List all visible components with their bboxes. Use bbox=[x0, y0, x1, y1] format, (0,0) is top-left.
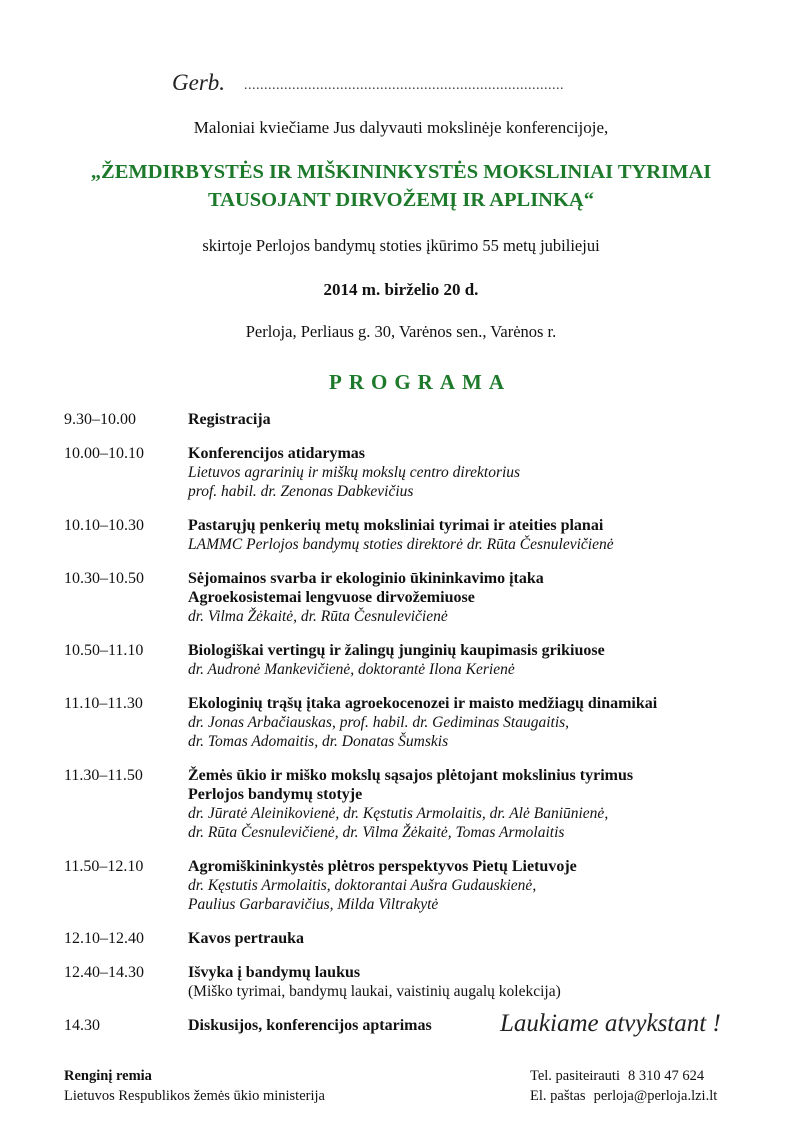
program-title: Perlojos bandymų stotyje bbox=[188, 786, 363, 803]
support-label: Renginį remia bbox=[64, 1068, 152, 1084]
program-time: 10.00–10.10 bbox=[64, 445, 144, 462]
program-speakers: LAMMC Perlojos bandymų stoties direktorė dr. Rūta Česnulevičienė bbox=[188, 536, 614, 553]
program-item bbox=[64, 857, 764, 914]
program-title: Registracija bbox=[188, 411, 271, 428]
program-speakers: dr. Audronė Mankevičienė, doktorantė Ilona Kerienė bbox=[188, 661, 515, 678]
program-item bbox=[64, 766, 764, 842]
sponsor-name: Lietuvos Respublikos žemės ūkio ministerija bbox=[64, 1088, 325, 1104]
program-item bbox=[64, 694, 764, 751]
program-title: Kavos pertrauka bbox=[188, 930, 304, 947]
program-speakers: dr. Kęstutis Armolaitis, doktorantai Aušra Gudauskienė, bbox=[188, 877, 537, 894]
phone-row bbox=[530, 1066, 790, 1086]
phone-number: 8 310 47 624 bbox=[627, 1068, 705, 1084]
salutation-label: Gerb. bbox=[172, 70, 226, 95]
program-time: 12.10–12.40 bbox=[64, 930, 144, 947]
program-item bbox=[64, 444, 764, 501]
program-title: Diskusijos, konferencijos aptarimas bbox=[188, 1017, 432, 1034]
program-title: Agromiškininkystės plėtros perspektyvos Pietų Lietuvoje bbox=[188, 858, 577, 875]
program-content bbox=[188, 929, 764, 948]
program-content bbox=[188, 766, 764, 842]
salutation-dotted-line: ................................................................................ bbox=[244, 78, 564, 93]
program-title: Žemės ūkio ir miško mokslų sąsajos plėtojant mokslinius tyrimus bbox=[188, 767, 634, 784]
program-heading: PROGRAMA bbox=[329, 370, 511, 394]
program-time: 11.50–12.10 bbox=[64, 858, 144, 875]
program-content bbox=[188, 410, 764, 429]
program-time: 11.30–11.50 bbox=[64, 767, 143, 784]
program-speakers: Lietuvos agrarinių ir miškų mokslų centro direktorius bbox=[188, 464, 521, 481]
program-title: Sėjomainos svarba ir ekologinio ūkininkavimo įtaka bbox=[188, 570, 544, 587]
program-list bbox=[64, 410, 764, 1050]
program-title: Biologiškai vertingų ir žalingų junginių kaupimasis grikiuose bbox=[188, 642, 605, 659]
program-time: 9.30–10.00 bbox=[64, 411, 136, 428]
program-speakers: dr. Jonas Arbačiauskas, prof. habil. dr. Gediminas Staugaitis, bbox=[188, 714, 570, 731]
program-time: 10.10–10.30 bbox=[64, 517, 144, 534]
invitation-text: Maloniai kviečiame Jus dalyvauti mokslinėje konferencijoje, bbox=[193, 118, 609, 137]
program-time: 10.30–10.50 bbox=[64, 570, 144, 587]
event-date: 2014 m. birželio 20 d. bbox=[323, 280, 479, 299]
program-item bbox=[64, 516, 764, 554]
program-content bbox=[188, 694, 764, 751]
closing-text: Laukiame atvykstant ! bbox=[500, 1010, 721, 1037]
program-content bbox=[188, 963, 764, 1001]
program-content bbox=[188, 516, 764, 554]
phone-label: Tel. pasiteirauti bbox=[530, 1068, 620, 1084]
program-content bbox=[188, 569, 764, 626]
program-time: 11.10–11.30 bbox=[64, 695, 143, 712]
program-content bbox=[188, 444, 764, 501]
program-speakers: dr. Rūta Česnulevičienė, dr. Vilma Žėkaitė, Tomas Armolaitis bbox=[188, 824, 565, 841]
program-item bbox=[64, 641, 764, 679]
program-speakers: dr. Tomas Adomaitis, dr. Donatas Šumskis bbox=[188, 733, 449, 750]
program-item bbox=[64, 963, 764, 1001]
support-block bbox=[64, 1066, 424, 1106]
email-label: El. paštas bbox=[530, 1088, 586, 1104]
dedication-text: skirtoje Perlojos bandymų stoties įkūrimo 55 metų jubiliejui bbox=[202, 236, 600, 255]
program-title: Agroekosistemai lengvuose dirvožemiuose bbox=[188, 589, 475, 606]
contact-block bbox=[530, 1066, 790, 1106]
program-speakers: dr. Jūratė Aleinikovienė, dr. Kęstutis Armolaitis, dr. Alė Baniūnienė, bbox=[188, 805, 609, 822]
conference-title-line-1: „ŽEMDIRBYSTĖS IR MIŠKININKYSTĖS MOKSLINIAI TYRIMAI bbox=[90, 161, 712, 183]
program-speakers: dr. Vilma Žėkaitė, dr. Rūta Česnulevičienė bbox=[188, 608, 448, 625]
event-place: Perloja, Perliaus g. 30, Varėnos sen., Varėnos r. bbox=[245, 322, 557, 341]
program-time: 14.30 bbox=[64, 1017, 100, 1034]
program-speakers: Paulius Garbaravičius, Milda Viltrakytė bbox=[188, 896, 439, 913]
program-item bbox=[64, 410, 764, 429]
program-item bbox=[64, 569, 764, 626]
program-title: Ekologinių trąšų įtaka agroekocenozei ir maisto medžiagų dinamikai bbox=[188, 695, 658, 712]
program-content bbox=[188, 857, 764, 914]
program-speakers: prof. habil. dr. Zenonas Dabkevičius bbox=[188, 483, 414, 500]
program-title: Išvyka į bandymų laukus bbox=[188, 964, 361, 981]
email-address: perloja@perloja.lzi.lt bbox=[593, 1088, 718, 1104]
program-title: Konferencijos atidarymas bbox=[188, 445, 366, 462]
email-row bbox=[530, 1086, 790, 1106]
program-note: (Miško tyrimai, bandymų laukai, vaistinių augalų kolekcija) bbox=[188, 983, 561, 1000]
program-content bbox=[188, 641, 764, 679]
conference-title-line-2: TAUSOJANT DIRVOŽEMĮ IR APLINKĄ“ bbox=[208, 189, 594, 211]
program-time: 10.50–11.10 bbox=[64, 642, 144, 659]
program-title: Pastarųjų penkerių metų moksliniai tyrimai ir ateities planai bbox=[188, 517, 604, 534]
program-time: 12.40–14.30 bbox=[64, 964, 144, 981]
program-item bbox=[64, 929, 764, 948]
conference-title bbox=[0, 158, 802, 214]
